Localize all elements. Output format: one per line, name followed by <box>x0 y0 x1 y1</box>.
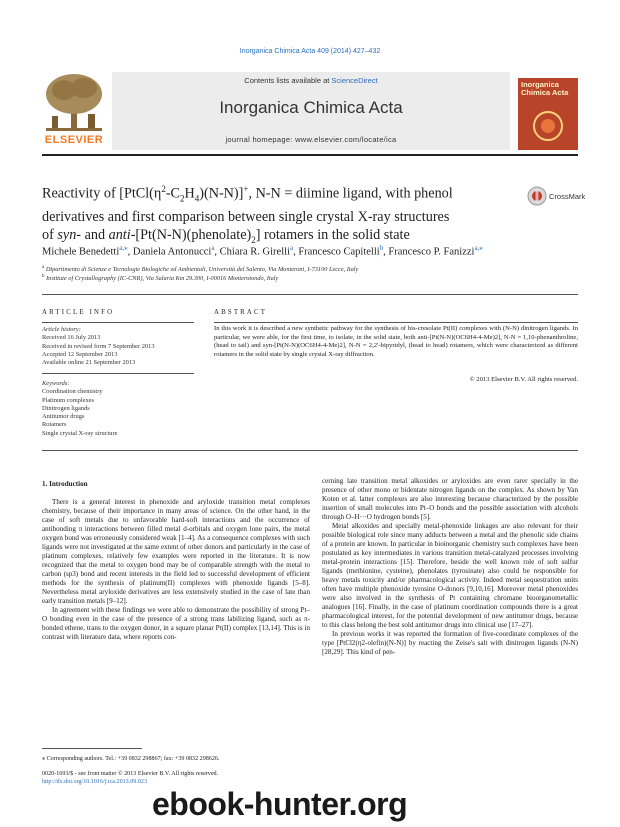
sciencedirect-link[interactable]: ScienceDirect <box>331 76 378 85</box>
paragraph: In previous works it was reported the formation of five-coordinate complexes of the type [PtCl2(η2-olefin)(N-N)] by reacting the Zeise's salt with dinitrogen ligands (N-N) [28,29]. This kind of pen- <box>322 630 578 657</box>
paragraph: In agreement with these findings we were able to demonstrate the possibility of strong Pt–O bonding even in the case of the presence of a strong trans labilizing ligand, such as π-bonded ethene, trans to the oxygen donor, in a square planar Pt(II) complex [13,14]. This is in contrast with literature data, where reports con- <box>42 606 310 642</box>
journal-homepage[interactable]: journal homepage: www.elsevier.com/locate/ica <box>225 135 397 144</box>
abstract-rule <box>214 322 578 323</box>
body-column-right <box>322 477 578 657</box>
section-heading-introduction: 1. Introduction <box>42 480 88 488</box>
corresponding-footnote: ⁎ Corresponding authors. Tel.: +39 0832 298867; fax: +39 0832 298626. <box>42 756 220 762</box>
affiliation: $^a$ Dipartimento di Scienze e Tecnologie Biologiche ed Ambientali, Università del Salento, Via Monteroni, I-73100 Lecce, Italy <box>42 265 359 274</box>
author-list: Michele Benedetti$^{a,⁎}$, Daniela Antonucci$^a$, Chiara R. Girelli$^a$, Francesco Capitelli$^b$, Francesco P. Fanizzi$^{a,⁎}$ <box>42 244 483 258</box>
footnote-rule <box>42 748 142 749</box>
title-line-1: Reactivity of $[PtCl(\eta^2-C_2H_4)(N-N)]^+$, N-N = diimine ligand, with phenol <box>42 184 453 204</box>
keywords-rule <box>42 373 194 374</box>
elsevier-wordmark: ELSEVIER <box>44 134 104 146</box>
paragraph: cerning late transition metal alkoxides or aryloxides are even rarer specially in the presence of other mono or bidentate nitrogen ligands on the complex. As shown by Van Koten et al. latter complexes are also interesting because characterized by the possible insertion of small molecules into Pt–O bonds and the possible association with alcohols through O–H···O hydrogen bonds [5]. <box>322 477 578 522</box>
author[interactable]: Francesco P. Fanizzi <box>388 246 475 258</box>
affiliation: $^b$ Institute of Crystallography (IC-CNR), Via Salaria Km 29.300, I-00016 Monterotondo, Italy <box>42 274 279 283</box>
journal-cover <box>518 78 578 150</box>
author[interactable]: Francesco Capitelli <box>298 246 380 258</box>
abstract-bottom-rule <box>42 450 578 451</box>
article-info-heading: ARTICLE INFO <box>42 309 115 316</box>
crossmark-label[interactable]: CrossMark <box>549 192 586 201</box>
contents-line <box>112 76 510 85</box>
info-rule <box>42 322 194 323</box>
paragraph: There is a general interest in phenoxide and aryloxide transition metal complexes chemistry, because of their importance in many areas of science. On the other hand, in the case of soft metals due to unfavorable hard-soft interactions and the occurrence of antibonding π interactions between filled metal d-orbitals and oxygen lone pairs, the metal oxygen bond was erroneously considered weak [1–4]. As a consequence complexes with such ligands were not investigated at the same extent of other donors and particularly in the case of platinum complexes, relatively few examples were reported in the literature. It is now recognized that the metal to oxygen bond may be of comparable strength with the metal to carbon (sp3) bond and recent interests in the field led to successful development of efficient methods for the synthesis of platinum(II) complexes with phenoxide ligands [5–8]. Nevertheless metal aryloxide derivatives are less extensively studied in the case of late than early transition metals [9–12]. <box>42 498 310 606</box>
author[interactable]: Daniela Antonucci <box>132 246 212 258</box>
title-line-3: of syn- and anti-$[Pt(N-N)(phenolate)_2]$ rotamers in the solid state <box>42 226 410 245</box>
info-top-rule <box>42 294 578 295</box>
issn-doi <box>42 770 342 786</box>
contents-prefix: Contents lists available at <box>244 76 332 85</box>
abstract-heading: ABSTRACT <box>214 309 268 316</box>
abstract-copyright: © 2013 Elsevier B.V. All rights reserved. <box>469 376 578 383</box>
author[interactable]: Michele Benedetti <box>42 246 120 258</box>
watermark: ebook-hunter.org <box>152 786 408 822</box>
article-history: Article history: Received 16 July 2013 Received in revised form 7 September 2013 Accepted 12 September 2013 Available online 21 September 2013 <box>42 326 155 367</box>
author[interactable]: Chiara R. Girelli <box>219 246 290 258</box>
body-column-left <box>42 498 310 642</box>
title-line-2: derivatives and first comparison between single crystal X-ray structures <box>42 208 450 225</box>
header-rule <box>42 154 578 156</box>
doi-link[interactable]: http://dx.doi.org/10.1016/j.ica.2013.09.023 <box>42 779 148 785</box>
abstract-text: In this work it is described a new synthetic pathway for the synthesis of bis-cresolate Pt(II) complexes with (N-N) dinitrogen ligands. In particular, we were able, for the first time, to isolate, in the solid state, both anti-[Pt(N-N)(OC6H4-4-Me)2], N-N = 1,10-phenanthroline, (head to tail) and syn-[Pt(N-N)(OC6H4-4-Me)2], N-N = 2,2′-bipyridyl, (head to head) rotamers, which were characterized as different rotamers in the solid state by single crystal X-ray diffraction. <box>214 325 578 358</box>
journal-title: Inorganica Chimica Acta <box>219 98 403 117</box>
cover-title: Inorganica Chimica Acta <box>521 80 569 97</box>
issn-line: 0020-1693/$ - see front matter © 2013 Elsevier B.V. All rights reserved. <box>42 771 219 777</box>
paragraph: Metal alkoxides and specially metal-phenoxide linkages are also relevant for their possible biological role since many adducts between a metal and the phenolic side chains of a protein are known. In particular in bioinorganic chemistry such complexes have been postulated as key intermediates in various transition metal-catalyzed processes involving metal-protein interactions [15]. Therefore, beside the well known role of soft sulfur ligands (methionine, cysteine), phenolates (tyrosinate) also could be responsible for heavy metals toxicity and/or pharmacological activity. Indeed metal sequestration units often have multiple phenoxide tyrosine O-donors [9,10,16]. Moreover metal phenoxides were also involved in the synthesis of Pt containing chromane bioorganometallic analogues [16]. Finally, in the case of platinum coordination compounds there is a great pharmacological interest, for the potential development of new antitumor drugs, because to this class belong the best sold antitumor drugs into clinical use [17–27]. <box>322 522 578 630</box>
journal-citation[interactable]: Inorganica Chimica Acta 409 (2014) 427–432 <box>239 48 381 55</box>
article-title <box>42 180 516 249</box>
crossmark-icon[interactable] <box>527 186 547 206</box>
cover-ornament-icon <box>528 108 568 144</box>
keywords: Keywords: Coordination chemistry Platinum complexes Dinitrogen ligands Antitumor drugs Rotamers Single crystal X-ray structure <box>42 380 118 437</box>
